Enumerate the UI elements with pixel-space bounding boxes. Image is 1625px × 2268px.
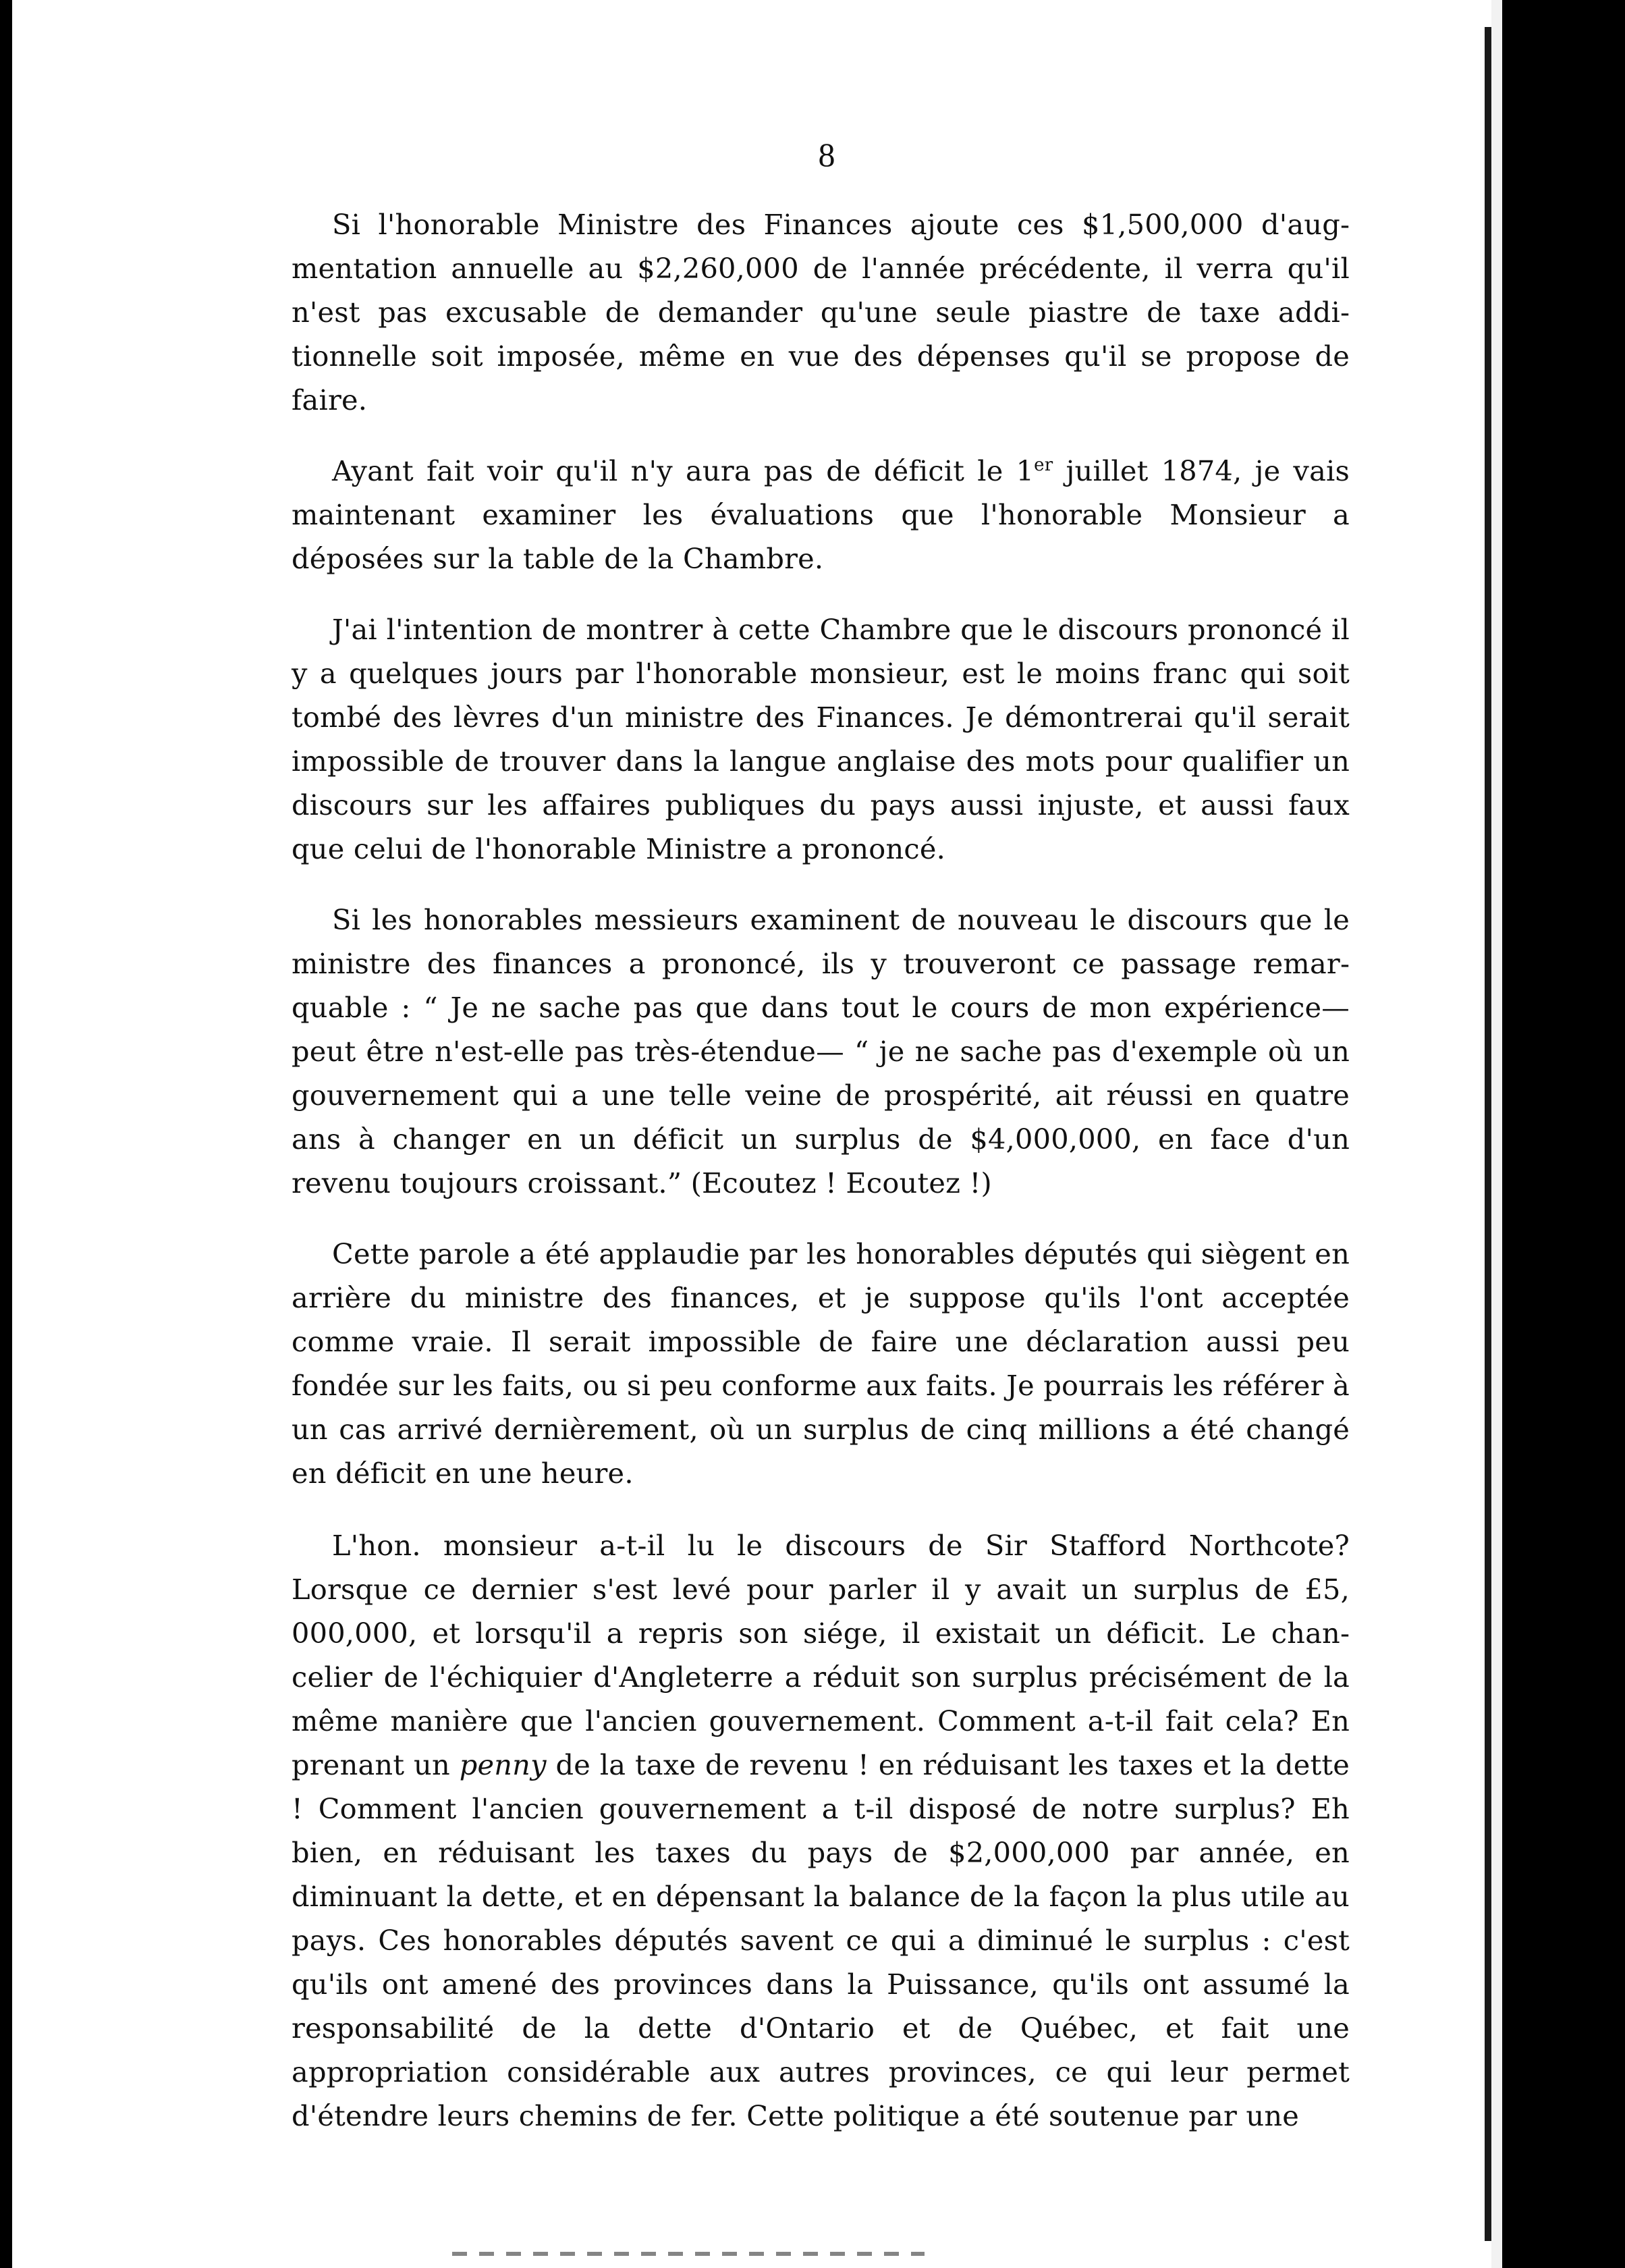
paragraph-2: Ayant fait voir qu'il n'y aura pas de déficit le 1er juillet 1874, je vais maintenant examiner les évaluations que l'honorable Monsieur a déposées sur la table de la Chambre. [292, 454, 1350, 575]
italic-word: penny [459, 1748, 547, 1781]
paragraph-6: L'hon. monsieur a-t-il lu le discours de Sir Stafford Northcote? Lorsque ce dernier s'est levé pour parler il y avait un surplus de £5, 000,000, et lorsqu'il a repris son siége, il existait un déficit. Le chancelier de l'échiquier d'Angleterre a réduit son surplus précisément de la même manière que l'ancien gouvernement. Comment a-t-il fait cela? En prenant un penny de la taxe de revenu ! en réduisant les taxes et la dette ! Comment l'ancien gouvernement a t-il disposé de notre surplus? Eh bien, en réduisant les taxes du pays de $2,000,000 par année, en diminuant la dette, et en dépensant la balance de la façon la plus utile au pays. Ces honorables députés savent ce qui a diminué le surplus : c'est qu'ils ont amené des provinces dans la Puissance, qu'ils ont assumé la responsabilité de la dette d'Ontario et de Québec, et fait une appropriation considérable aux autres provinces, ce qui leur permet d'étendre leurs chemins de fer. Cette politique a été soutenue par une [292, 1529, 1350, 2132]
paragraph-1: Si l'honorable Ministre des Finances ajoute ces $1,500,000 d'augmentation annuelle au $2,260,000 de l'année précédente, il verra qu'il n'est pas excusable de demander qu'une seule piastre de taxe additionnelle soit imposée, même en vue des dépenses qu'il se propose de faire. [292, 208, 1350, 416]
page-number: 8 [818, 136, 835, 173]
paragraph-5: Cette parole a été applaudie par les honorables députés qui siègent en arrière du ministre des finances, et je suppose qu'ils l'ont acceptée comme vraie. Il serait impossible de faire une déclaration aussi peu fondée sur les faits, ou si peu conforme aux faits. Je pourrais les référer à un cas arrivé dernièrement, où un surplus de cinq millions a été changé en déficit en une heure. [292, 1237, 1350, 1490]
body-text [292, 202, 1350, 2178]
paragraph-4: Si les honorables messieurs examinent de nouveau le discours que le ministre des finances a prononcé, ils y trouveront ce passage remarquable : “ Je ne sache pas que dans tout le cours de mon expérience— peut être n'est-elle pas très-étendue— “ je ne sache pas d'exemple où un gouvernement qui a une telle veine de prospérité, ait réussi en quatre ans à changer en un déficit un surplus de $4,000,000, en face d'un revenu toujours croissant.” (Ecoutez ! Ecoutez !) [292, 903, 1350, 1199]
scan-border-left [0, 0, 12, 2268]
page-edge-gap [1491, 0, 1502, 2268]
bottom-scan-mark [452, 2252, 925, 2256]
page-edge-line [1485, 27, 1491, 2241]
paragraph-3: J'ai l'intention de montrer à cette Chambre que le discours prononcé il y a quelques jours par l'honorable monsieur, est le moins franc qui soit tombé des lèvres d'un ministre des Finances. Je démontrerai qu'il serait impossible de trouver dans la langue anglaise des mots pour qualifier un discours sur les affaires publiques du pays aussi injuste, et aussi faux que celui de l'honorable Ministre a prononcé. [292, 613, 1350, 865]
ordinal-suffix: er [1034, 455, 1053, 476]
scan-border-right [1502, 0, 1625, 2268]
